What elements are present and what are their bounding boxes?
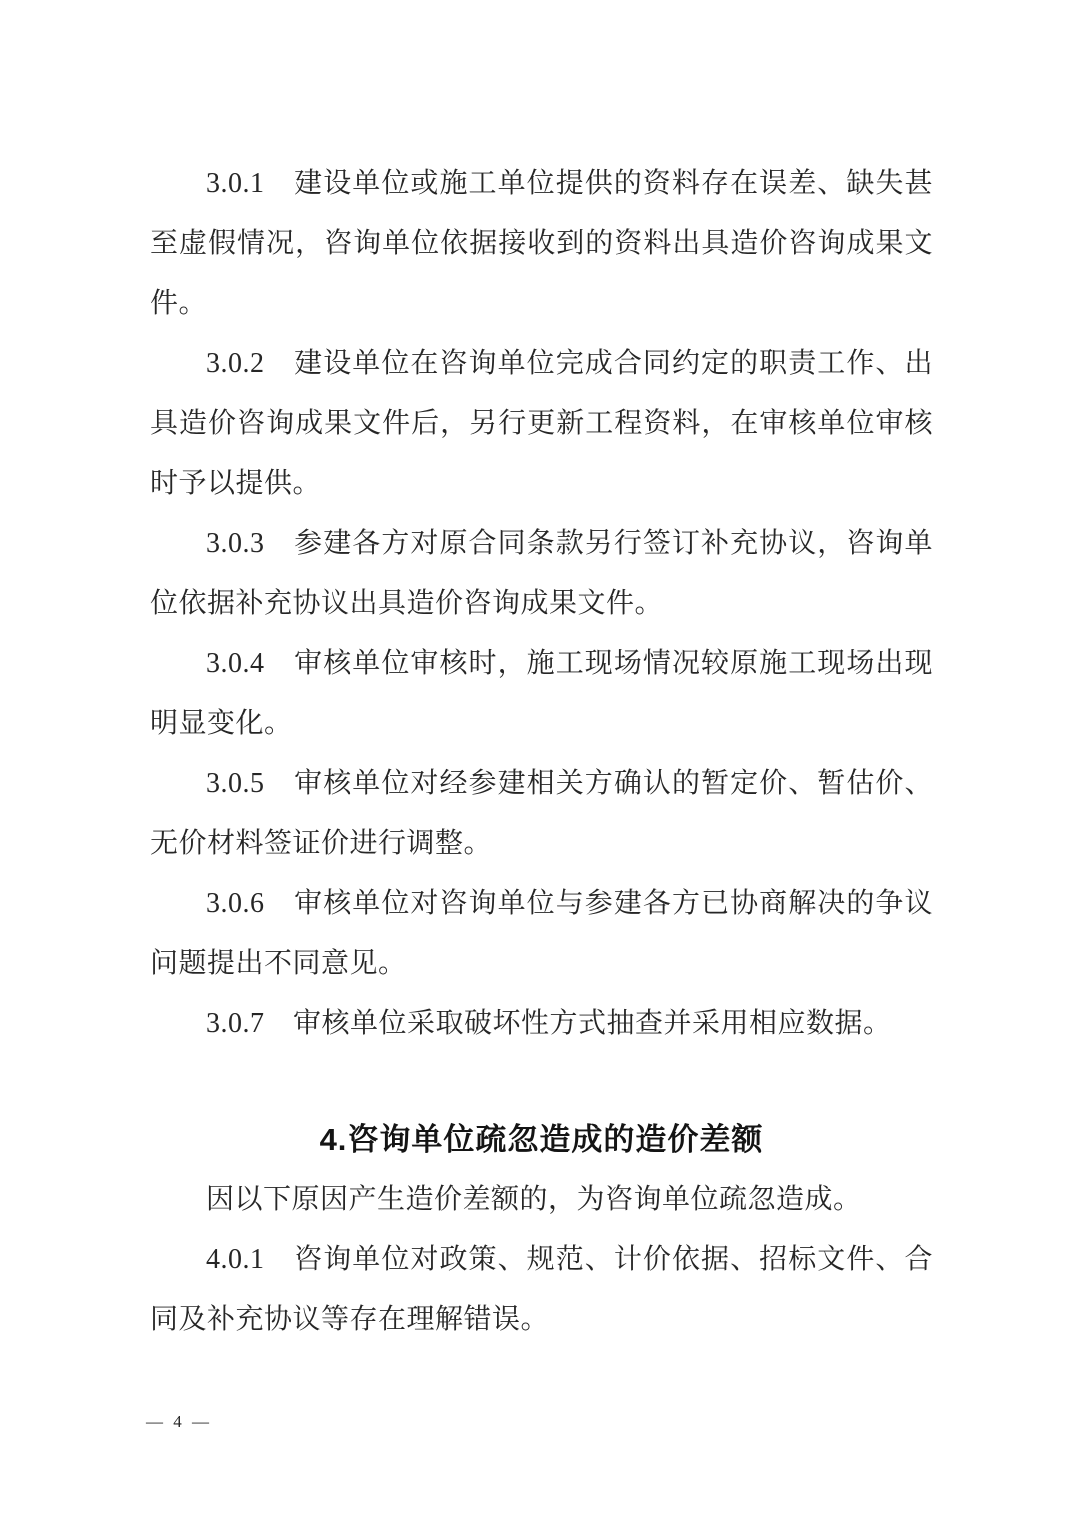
clause-3-0-4-line-1: 3.0.4 审核单位审核时，施工现场情况较原施工现场出现	[206, 648, 933, 679]
clause-3-0-5-line-1: 3.0.5 审核单位对经参建相关方确认的暂定价、暂估价、	[206, 768, 933, 799]
clause-3-0-1-line-2: 至虚假情况，咨询单位依据接收到的资料出具造价咨询成果文	[150, 228, 933, 259]
section-4-heading: 4.咨询单位疏忽造成的造价差额	[319, 1122, 764, 1157]
text-block	[150, 0, 933, 1350]
clause-3-0-6-line-1: 3.0.6 审核单位对咨询单位与参建各方已协商解决的争议	[206, 888, 933, 919]
clause-3-0-2-line-2: 具造价咨询成果文件后，另行更新工程资料，在审核单位审核	[150, 408, 933, 439]
section-4-intro: 因以下原因产生造价差额的，为咨询单位疏忽造成。	[206, 1184, 862, 1215]
clause-4-0-1-line-2: 同及补充协议等存在理解错误。	[150, 1304, 550, 1335]
clause-3-0-1-line-3: 件。	[150, 288, 208, 319]
clause-3-0-1-line-1: 3.0.1 建设单位或施工单位提供的资料存在误差、缺失甚	[206, 168, 933, 199]
clause-3-0-2-line-3: 时予以提供。	[150, 468, 322, 499]
clause-3-0-3-line-2: 位依据补充协议出具造价咨询成果文件。	[150, 588, 664, 619]
page-number-footer: — 4 —	[146, 1412, 212, 1431]
clause-3-0-7-line-1: 3.0.7 审核单位采取破坏性方式抽查并采用相应数据。	[206, 1008, 892, 1039]
clause-3-0-5-line-2: 无价材料签证价进行调整。	[150, 828, 493, 859]
clause-4-0-1-line-1: 4.0.1 咨询单位对政策、规范、计价依据、招标文件、合	[206, 1244, 933, 1275]
clause-3-0-2-line-1: 3.0.2 建设单位在咨询单位完成合同约定的职责工作、出	[206, 348, 933, 379]
clause-3-0-4-line-2: 明显变化。	[150, 708, 293, 739]
clause-3-0-6-line-2: 问题提出不同意见。	[150, 948, 407, 979]
clause-3-0-3-line-1: 3.0.3 参建各方对原合同条款另行签订补充协议，咨询单	[206, 528, 933, 559]
